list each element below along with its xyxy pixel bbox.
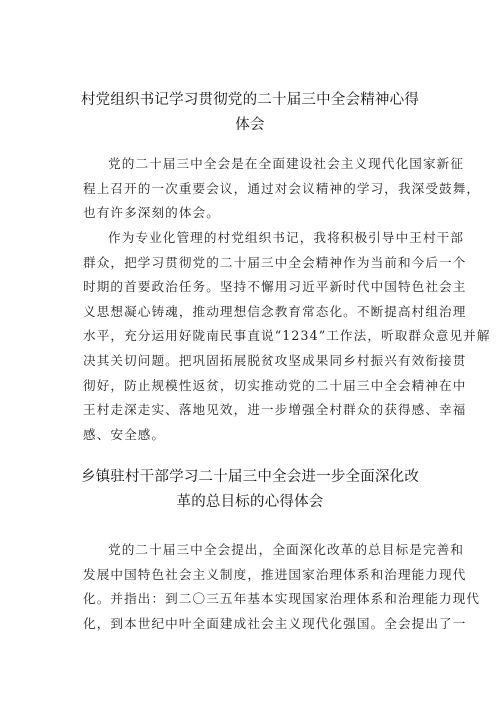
article-2-title-line-2: 革的总目标的心得体会 [176,494,324,510]
paragraph-line: 也有许多深刻的体会。 [83,205,220,221]
article-1-paragraph-1 [83,152,481,226]
paragraph-line: 作为专业化管理的村党组织书记，我将积极引导中王村干部 [108,230,465,245]
paragraph-line: 群众，把学习贯彻党的二十届三中全会精神作为当前和今后一个 [83,254,467,270]
article-1-title-line-2: 体会 [235,117,265,133]
paragraph-line: 王村走深走实、落地见效，进一步增强全村群众的获得感、幸福 [83,402,467,418]
paragraph-line: 化。并指出：到二〇三五年基本实现国家治理体系和治理能力现代 [83,591,481,607]
paragraph-line: 化，到本世纪中叶全面建成社会主义现代化强国。全会提出了一 [83,615,467,631]
paragraph-line: 水平，充分运用好陇南民事直说“1234”工作法，听取群众意见并解 [83,328,491,344]
paragraph-line: 时期的首要政治任务。坚持不懈用习近平新时代中国特色社会主 [83,279,467,295]
article-1-title-line-1: 村党组织书记学习贯彻党的二十届三中全会精神心得 [80,92,420,108]
article-1-title [0,88,500,138]
paragraph-line: 党的二十届三中全会是在全面建设社会主义现代化国家新征 [108,156,465,171]
paragraph-line: 决其关切问题。把巩固拓展脱贫攻坚成果同乡村振兴有效衔接贯 [83,352,467,368]
paragraph-line: 党的二十届三中全会提出，全面深化改革的总目标是完善和 [108,542,465,557]
article-2-title [0,465,500,515]
article-2-title-line-1: 乡镇驻村干部学习二十届三中全会进一步全面深化改 [80,469,420,485]
paragraph-line: 发展中国特色社会主义制度，推进国家治理体系和治理能力现代 [83,566,467,582]
paragraph-line: 程上召开的一次重要会议，通过对会议精神的学习，我深受鼓舞， [83,180,481,196]
paragraph-line: 彻好，防止规模性返贫，切实推动党的二十届三中全会精神在中 [83,377,467,393]
paragraph-line: 义思想凝心铸魂，推动理想信念教育常态化。不断提高村组治理 [83,303,467,319]
paragraph-line: 感、安全感。 [83,426,166,442]
article-2-paragraph-1 [83,538,481,636]
article-1-paragraph-2 [83,226,491,447]
